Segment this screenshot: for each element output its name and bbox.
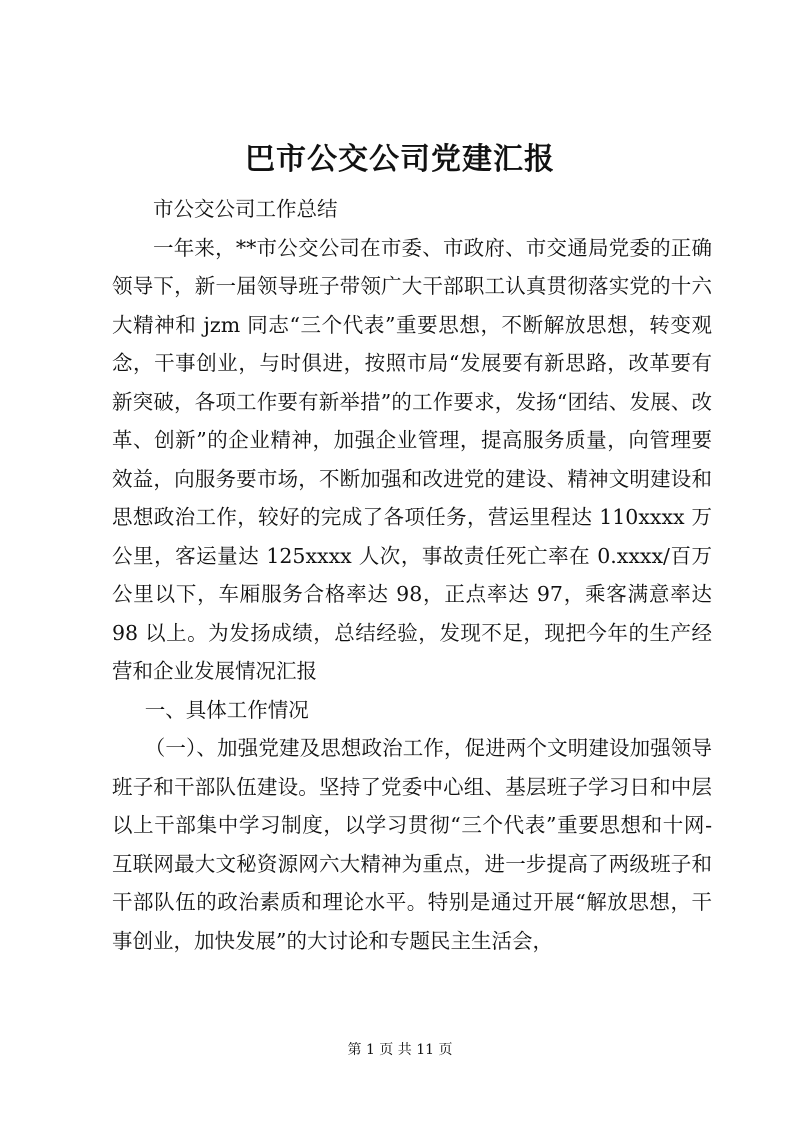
summary-paragraph: 一年来，**市公交公司在市委、市政府、市交通局党委的正确领导下，新一届领导班子带领广大干部职工认真贯彻落实党的十六大精神和 jzm 同志“三个代表”重要思想，不断解放思想，转变观念，干事创业，与时俱进，按照市局“发展要有新思路，改革要有新突破，各项工作要有新举措”的工作要求，发扬“团结、发展、改革、创新”的企业精神，加强企业管理，提高服务质量，向管理要效益，向服务要市场，不断加强和改进党的建设、精神文明建设和思想政治工作，较好的完成了各项任务，营运里程达 110xxxx 万公里，客运量达 125xxxx 人次，事故责任死亡率在 0.xxxx/百万公里以下，车厢服务合格率达 98，正点率达 97，乘客满意率达 98 以上。为发扬成绩，总结经验，发现不足，现把今年的生产经营和企业发展情况汇报 <box>112 235 712 683</box>
section-heading: 一、具体工作情况 <box>144 697 309 722</box>
section-intro-line: 市公交公司工作总结 <box>153 197 338 221</box>
document-title: 巴市公交公司党建汇报 <box>245 142 555 177</box>
document-body <box>112 190 712 960</box>
party-building-paragraph: （一）、加强党建及思想政治工作，促进两个文明建设加强领导班子和干部队伍建设。坚持了党委中心组、基层班子学习日和中层以上干部集中学习制度，以学习贯彻“三个代表”重要思想和十网-互联网最大文秘资源网六大精神为重点，进一步提高了两级班子和干部队伍的政治素质和理论水平。特别是通过开展“解放思想，干事创业，加快发展”的大讨论和专题民主生活会， <box>112 736 712 953</box>
page-number: 第 1 页 共 11 页 <box>347 1042 453 1058</box>
